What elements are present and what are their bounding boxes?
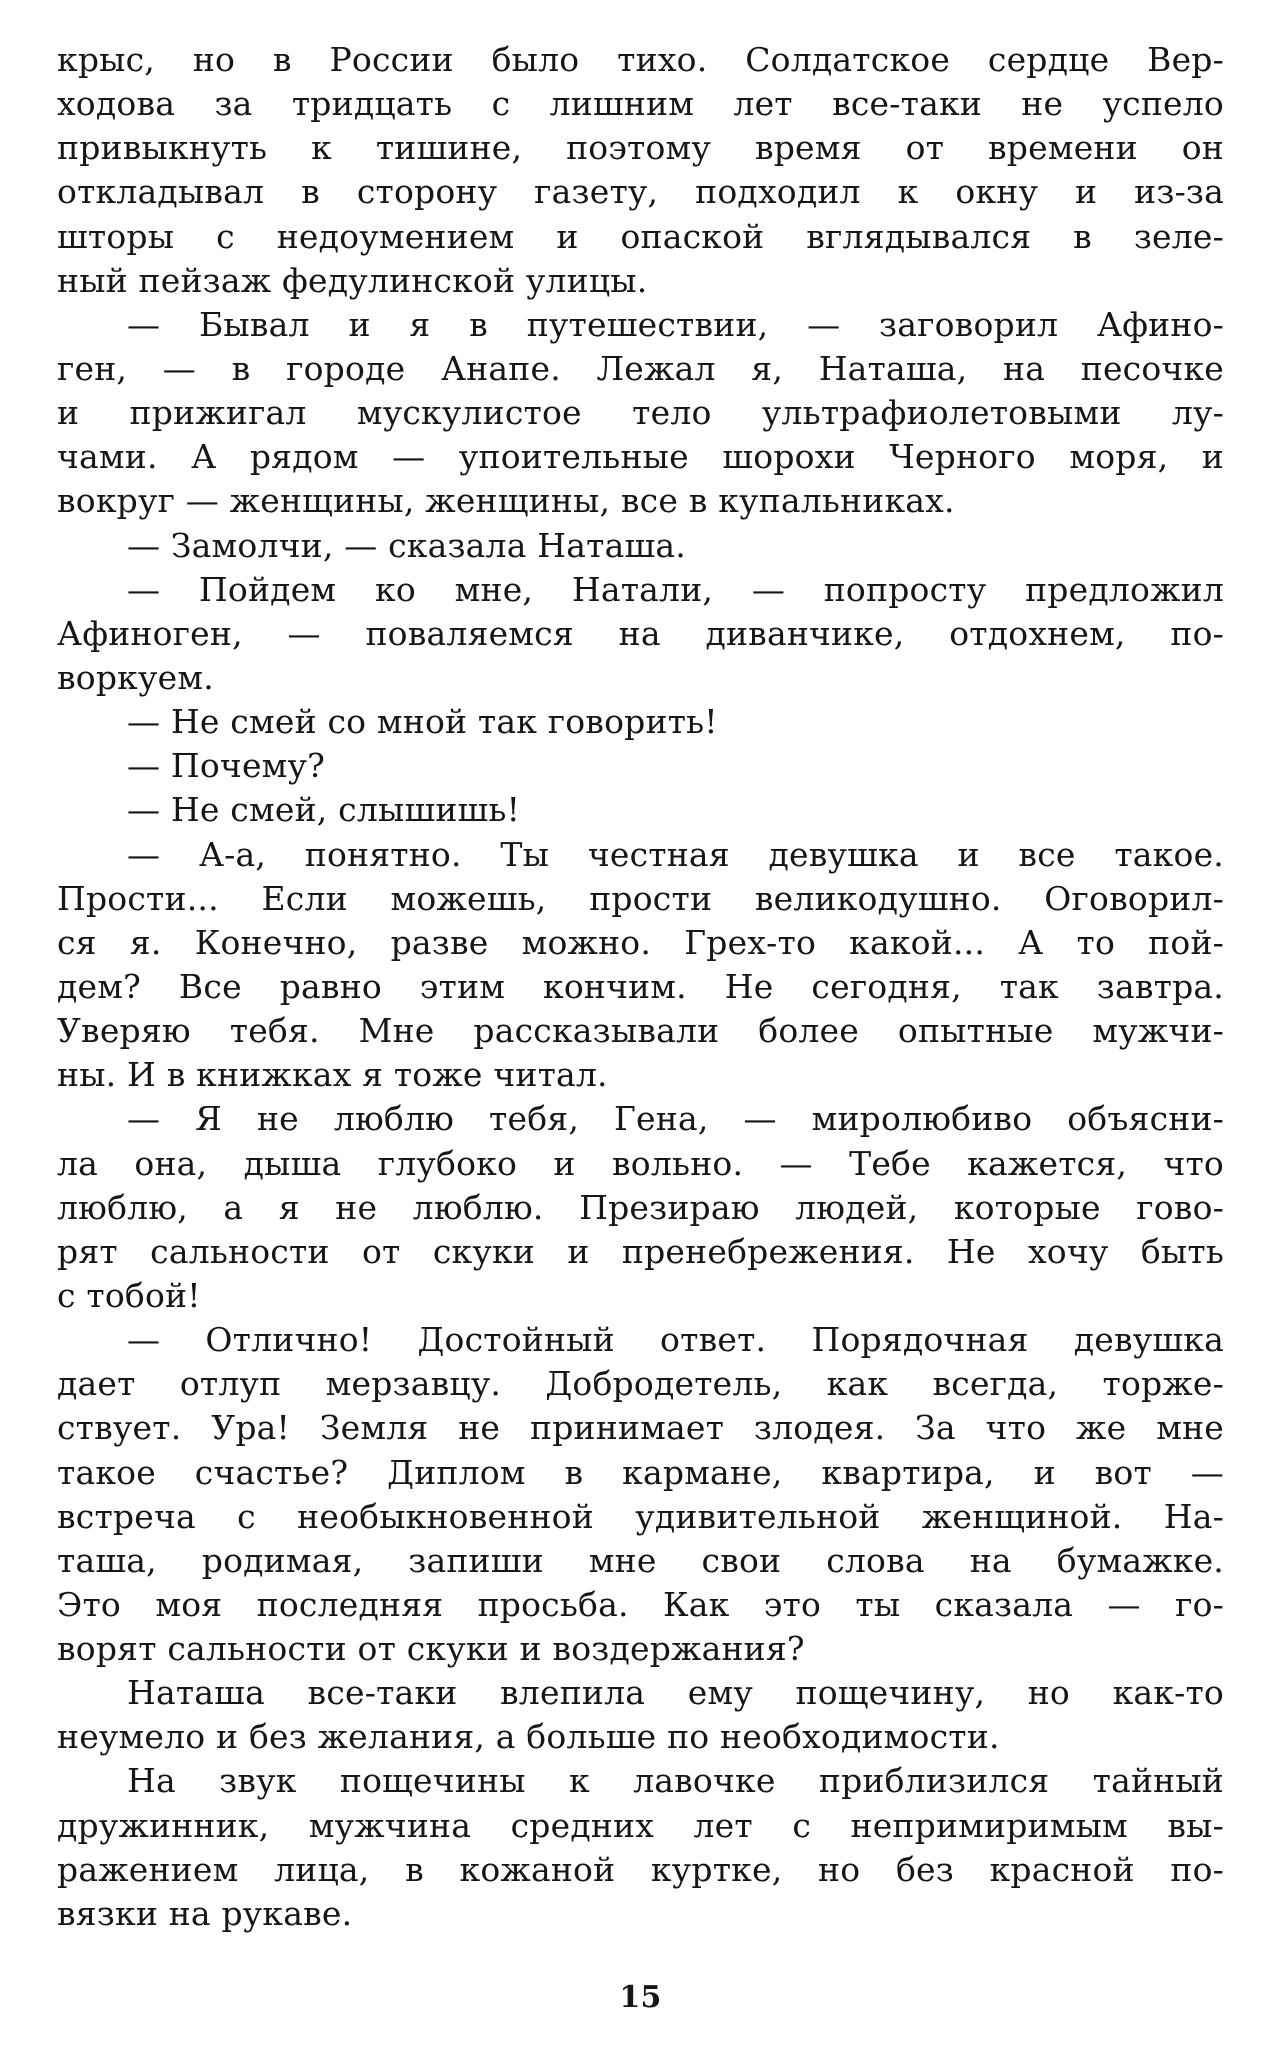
text-line: и прижигал мускулистое тело ультрафиолетовыми лу- xyxy=(57,393,1224,433)
text-line: — Пойдем ко мне, Натали, — попросту предложил xyxy=(127,569,1224,609)
text-line: — А-а, понятно. Ты честная девушка и все такое. xyxy=(127,834,1224,874)
text-line: — Не смей, слышишь! xyxy=(127,790,521,830)
text-line: ся я. Конечно, разве можно. Грех-то какой... А то пой- xyxy=(57,922,1224,962)
text-line: На звук пощечины к лавочке приблизился тайный xyxy=(127,1761,1224,1801)
text-line: чами. А рядом — упоительные шорохи Черного моря, и xyxy=(57,437,1224,477)
text-line: таша, родимая, запиши мне свои слова на бумажке. xyxy=(57,1540,1224,1580)
page-text xyxy=(57,38,1224,1936)
page-number: 15 xyxy=(619,1980,662,2015)
text-line: ражением лица, в кожаной куртке, но без красной по- xyxy=(57,1849,1224,1889)
text-line: ствует. Ура! Земля не принимает злодея. За что же мне xyxy=(57,1408,1224,1448)
text-line: ла она, дыша глубоко и вольно. — Тебе кажется, что xyxy=(57,1143,1224,1183)
text-line: ны. И в книжках я тоже читал. xyxy=(57,1055,608,1095)
text-line: ген, — в городе Анапе. Лежал я, Наташа, на песочке xyxy=(57,348,1224,388)
text-line: Наташа все-таки влепила ему пощечину, но как-то xyxy=(127,1673,1224,1713)
text-line: шторы с недоумением и опаской вглядывался в зеле- xyxy=(57,216,1224,256)
text-line: люблю, а я не люблю. Презираю людей, которые гово- xyxy=(57,1187,1224,1227)
text-line: с тобой! xyxy=(57,1275,201,1315)
text-line: — Отлично! Достойный ответ. Порядочная девушка xyxy=(127,1320,1224,1360)
book-page xyxy=(57,38,1224,2038)
text-line: привыкнуть к тишине, поэтому время от времени он xyxy=(57,128,1224,168)
text-line: дает отлуп мерзавцу. Добродетель, как всегда, торже- xyxy=(57,1364,1224,1404)
text-line: вязки на рукаве. xyxy=(57,1893,353,1933)
text-line: встреча с необыкновенной удивительной женщиной. На- xyxy=(57,1496,1224,1536)
text-line: крыс, но в России было тихо. Солдатское сердце Вер- xyxy=(57,40,1224,79)
text-line: Уверяю тебя. Мне рассказывали более опытные мужчи- xyxy=(57,1011,1224,1051)
text-line: — Почему? xyxy=(127,746,326,786)
text-line: откладывал в сторону газету, подходил к окну и из-за xyxy=(57,172,1224,212)
text-line: неумело и без желания, а больше по необходимости. xyxy=(57,1717,1000,1757)
text-line: такое счастье? Диплом в кармане, квартира, и вот — xyxy=(57,1452,1224,1492)
text-line: — Бывал и я в путешествии, — заговорил Афино- xyxy=(127,304,1224,344)
text-line: воркуем. xyxy=(57,657,214,697)
text-line: ный пейзаж федулинской улицы. xyxy=(57,260,648,300)
text-line: Это моя последняя просьба. Как это ты сказала — го- xyxy=(57,1584,1224,1624)
text-line: Прости... Если можешь, прости великодушно. Оговорил- xyxy=(57,878,1224,918)
text-line: дем? Все равно этим кончим. Не сегодня, так завтра. xyxy=(57,966,1224,1006)
text-line: — Не смей со мной так говорить! xyxy=(127,702,718,742)
text-line: Афиноген, — поваляемся на диванчике, отдохнем, по- xyxy=(57,613,1224,653)
text-line: — Замолчи, — сказала Наташа. xyxy=(127,525,686,565)
text-line: рят сальности от скуки и пренебрежения. Не хочу быть xyxy=(57,1231,1224,1271)
text-line: ходова за тридцать с лишним лет все-таки не успело xyxy=(57,84,1224,124)
text-line: дружинник, мужчина средних лет с непримиримым вы- xyxy=(57,1805,1224,1845)
text-line: ворят сальности от скуки и воздержания? xyxy=(57,1629,805,1669)
text-line: вокруг — женщины, женщины, все в купальниках. xyxy=(57,481,955,521)
text-line: — Я не люблю тебя, Гена, — миролюбиво объясни- xyxy=(127,1099,1224,1139)
